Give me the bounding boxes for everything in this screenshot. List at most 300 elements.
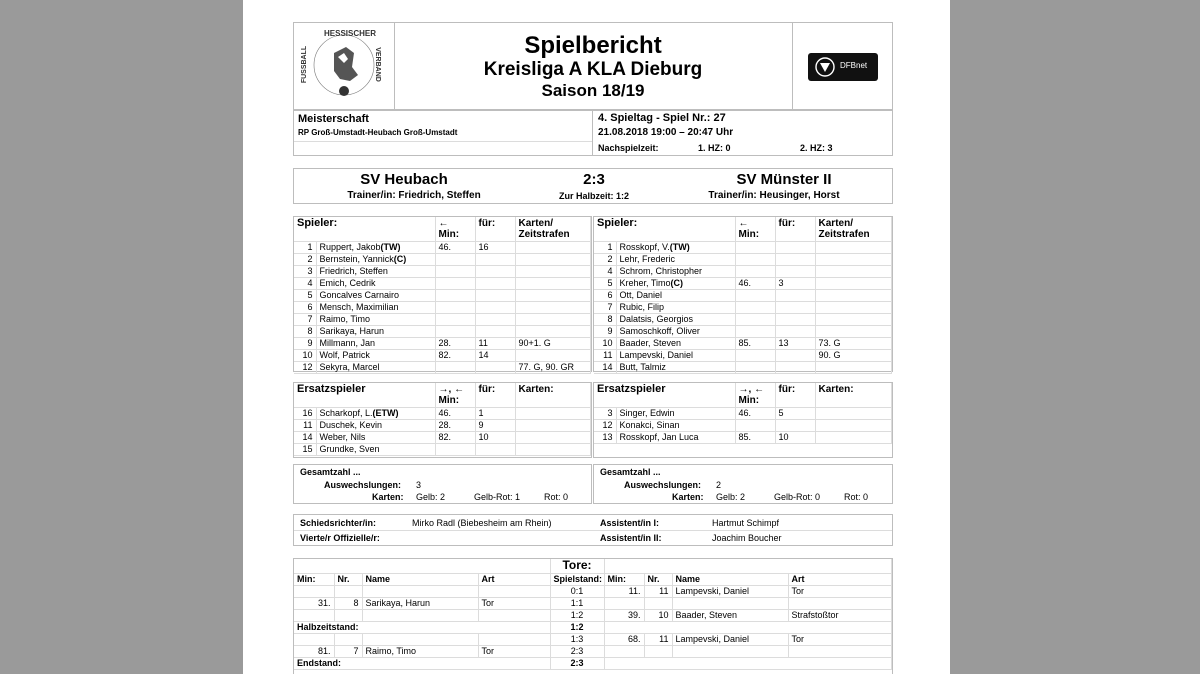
sub-minute <box>735 254 775 266</box>
player-name <box>316 326 435 338</box>
home-lineup <box>293 216 592 372</box>
goal-art-header: Art <box>788 573 892 585</box>
cards <box>515 444 590 456</box>
sub-minute <box>735 314 775 326</box>
competition: Meisterschaft <box>298 113 369 125</box>
player-number: 14 <box>594 362 616 374</box>
goal-minute: 81. <box>294 645 334 657</box>
min-header: →, ← Min: <box>735 383 775 408</box>
player-name-text: Konakci, Sinan <box>619 420 680 430</box>
player-row <box>594 278 892 290</box>
home-subs <box>293 382 592 458</box>
player-row <box>294 432 591 444</box>
player-name-text: Baader, Steven <box>619 338 682 348</box>
player-name-text: Sekyra, Marcel <box>319 362 380 372</box>
sub-for: 10 <box>475 432 515 444</box>
player-number: 2 <box>294 254 316 266</box>
player-name <box>616 432 735 444</box>
goal-type <box>478 585 550 597</box>
sub-minute <box>435 326 475 338</box>
player-name-text: Emich, Cedrik <box>319 278 376 288</box>
player-row <box>294 314 591 326</box>
goal-score-state: 1:1 <box>550 597 604 609</box>
matchday: 4. Spieltag - Spiel Nr.: 27 <box>598 112 726 124</box>
player-number: 6 <box>594 290 616 302</box>
goal-name-header: Name <box>672 573 788 585</box>
cards <box>515 290 590 302</box>
logo-text-right: VERBAND <box>373 47 381 82</box>
player-row <box>594 254 892 266</box>
sub-for <box>475 254 515 266</box>
extra-time-label: Nachspielzeit: <box>598 143 659 153</box>
player-name <box>316 290 435 302</box>
player-name <box>616 350 735 362</box>
home-subs-count: 3 <box>416 480 422 490</box>
player-number: 8 <box>594 314 616 326</box>
player-name <box>316 314 435 326</box>
goal-minute <box>294 609 334 621</box>
player-name <box>316 266 435 278</box>
cards <box>815 420 891 432</box>
sub-minute <box>435 290 475 302</box>
player-row <box>594 432 892 444</box>
total-label: Gesamtzahl ... <box>600 467 661 477</box>
player-name <box>616 338 735 350</box>
player-number: 9 <box>594 326 616 338</box>
title-area <box>394 23 792 109</box>
sub-for <box>475 266 515 278</box>
player-number: 3 <box>294 266 316 278</box>
player-number: 9 <box>294 338 316 350</box>
halftime-stand: 1:2 <box>550 621 604 633</box>
player-name <box>616 242 735 254</box>
match-datetime: 21.08.2018 19:00 – 20:47 Uhr <box>598 127 734 138</box>
sub-minute <box>735 350 775 362</box>
cards-label: Karten: <box>672 492 704 502</box>
sub-minute: 46. <box>435 242 475 254</box>
player-number: 10 <box>294 350 316 362</box>
player-number: 3 <box>594 408 616 420</box>
player-name <box>616 362 735 374</box>
player-number: 14 <box>294 432 316 444</box>
player-number: 2 <box>594 254 616 266</box>
away-yellow: Gelb: 2 <box>716 492 746 502</box>
goal-row <box>294 585 892 597</box>
player-number: 7 <box>294 314 316 326</box>
sub-minute: 85. <box>735 338 775 350</box>
min-header: →, ← Min: <box>435 383 475 408</box>
player-role-tag: (C) <box>670 278 684 288</box>
goal-type <box>478 633 550 645</box>
players-header: Spieler: <box>594 217 735 242</box>
player-name <box>616 326 735 338</box>
final-stand: 2:3 <box>550 657 604 669</box>
player-name-text: Lehr, Frederic <box>619 254 676 264</box>
player-name <box>616 290 735 302</box>
goal-player-number <box>334 585 362 597</box>
player-number: 16 <box>294 408 316 420</box>
player-name-text: Ott, Daniel <box>619 290 663 300</box>
report-page <box>243 0 950 674</box>
subs-header: Ersatzspieler <box>594 383 735 408</box>
player-name <box>316 302 435 314</box>
goal-scorer: Raimo, Timo <box>362 645 478 657</box>
dfb-crest-icon <box>814 56 836 78</box>
fuer-header: für: <box>475 217 515 242</box>
player-name <box>316 278 435 290</box>
cards <box>815 314 891 326</box>
player-row <box>594 290 892 302</box>
goals-table <box>294 559 892 670</box>
player-name-text: Scharkopf, L. <box>319 408 373 418</box>
assistant1-label: Assistent/in I: <box>600 518 660 528</box>
cards <box>515 350 590 362</box>
sub-minute: 46. <box>735 408 775 420</box>
fourth-official-label: Vierte/r Offizielle/r: <box>300 533 380 543</box>
sub-for <box>775 314 815 326</box>
halftime-score: Zur Halbzeit: 1:2 <box>558 191 629 201</box>
player-name <box>616 408 735 420</box>
player-number: 4 <box>594 266 616 278</box>
player-name-text: Rosskopf, Jan Luca <box>619 432 699 442</box>
sub-minute <box>435 302 475 314</box>
player-number: 12 <box>594 420 616 432</box>
subs-count-label: Auswechslungen: <box>624 480 702 490</box>
goal-row <box>294 645 892 657</box>
cards <box>815 362 891 374</box>
sub-minute <box>435 254 475 266</box>
player-number: 10 <box>594 338 616 350</box>
total-label: Gesamtzahl ... <box>300 467 361 477</box>
sub-for: 5 <box>775 408 815 420</box>
cards <box>515 420 590 432</box>
player-row <box>594 362 892 374</box>
sub-minute <box>735 326 775 338</box>
player-name-text: Sarikaya, Harun <box>319 326 385 336</box>
sub-minute <box>435 266 475 278</box>
cards: 73. G <box>815 338 891 350</box>
sub-for <box>475 314 515 326</box>
cards <box>515 302 590 314</box>
referee-name: Mirko Radl (Biebesheim am Rhein) <box>412 518 552 528</box>
away-lineup-table <box>594 217 892 374</box>
player-name-text: Millmann, Jan <box>319 338 376 348</box>
sub-minute <box>735 290 775 302</box>
player-role-tag: (TW) <box>380 242 401 252</box>
player-role-tag: (C) <box>393 254 407 264</box>
hfv-logo <box>294 23 395 109</box>
player-number: 8 <box>294 326 316 338</box>
sub-minute <box>435 362 475 374</box>
cards <box>515 242 590 254</box>
dfbnet-label: DFBnet <box>840 61 868 70</box>
sub-minute <box>735 362 775 374</box>
player-row <box>594 302 892 314</box>
sub-for: 11 <box>475 338 515 350</box>
extra-time-h1: 1. HZ: 0 <box>698 143 731 153</box>
goal-row <box>294 597 892 609</box>
player-name-text: Singer, Edwin <box>619 408 675 418</box>
cards-header: Karten: <box>515 383 590 408</box>
referee-label: Schiedsrichter/in: <box>300 518 377 528</box>
cards: 90. G <box>815 350 891 362</box>
cards <box>515 314 590 326</box>
season-name: Saison 18/19 <box>541 81 645 100</box>
cards <box>815 278 891 290</box>
player-row <box>594 266 892 278</box>
goal-row <box>294 609 892 621</box>
player-name <box>316 362 435 374</box>
cards <box>815 302 891 314</box>
away-red: Rot: 0 <box>844 492 869 502</box>
player-number: 5 <box>294 290 316 302</box>
away-team: SV Münster II <box>736 171 832 188</box>
goal-nr-header: Nr. <box>644 573 672 585</box>
logo-text-left: FUSSBALL <box>301 45 309 84</box>
player-row <box>594 338 892 350</box>
player-name-text: Butt, Talmiz <box>619 362 666 372</box>
player-number: 4 <box>294 278 316 290</box>
goal-player-number: 11 <box>644 633 672 645</box>
player-name-text: Bernstein, Yannick <box>319 254 394 264</box>
goal-name-header: Name <box>362 573 478 585</box>
sub-for <box>475 290 515 302</box>
cards: 77. G, 90. GR <box>515 362 590 374</box>
player-name <box>316 338 435 350</box>
goal-nr-header: Nr. <box>334 573 362 585</box>
sub-minute <box>735 420 775 432</box>
away-subs <box>593 382 893 458</box>
sub-for <box>775 242 815 254</box>
player-name-text: Raimo, Timo <box>319 314 371 324</box>
goal-stand-header: Spielstand: <box>550 573 604 585</box>
cards <box>515 326 590 338</box>
sub-for <box>475 444 515 456</box>
goal-scorer: Baader, Steven <box>672 609 788 621</box>
goal-minute <box>294 585 334 597</box>
cards <box>815 432 891 444</box>
home-totals <box>293 464 592 504</box>
player-role-tag: (ETW) <box>372 408 399 418</box>
goal-minute <box>294 633 334 645</box>
sub-minute <box>435 278 475 290</box>
player-row <box>294 350 591 362</box>
sub-for <box>775 362 815 374</box>
away-yellowred: Gelb-Rot: 0 <box>774 492 821 502</box>
player-number: 12 <box>294 362 316 374</box>
player-row <box>294 408 591 420</box>
subs-header: Ersatzspieler <box>294 383 435 408</box>
sub-minute <box>435 444 475 456</box>
dfbnet-logo <box>792 23 893 109</box>
goal-type <box>788 645 892 657</box>
player-name-text: Rosskopf, V. <box>619 242 670 252</box>
sub-minute <box>735 302 775 314</box>
report-title: Spielbericht <box>524 32 662 59</box>
sub-for <box>775 326 815 338</box>
cards-header: Karten: <box>815 383 891 408</box>
goal-player-number <box>334 633 362 645</box>
player-number: 1 <box>594 242 616 254</box>
goal-minute <box>604 645 644 657</box>
goal-type: Tor <box>478 645 550 657</box>
player-name-text: Ruppert, Jakob <box>319 242 381 252</box>
sub-minute: 46. <box>435 408 475 420</box>
player-name <box>316 242 435 254</box>
goal-scorer <box>362 609 478 621</box>
sub-minute: 28. <box>435 338 475 350</box>
player-name <box>616 266 735 278</box>
cards <box>515 254 590 266</box>
goal-player-number <box>644 645 672 657</box>
sub-for <box>475 326 515 338</box>
fuer-header: für: <box>775 217 815 242</box>
player-name-text: Mensch, Maximilian <box>319 302 399 312</box>
player-row <box>294 254 591 266</box>
away-coach: Trainer/in: Heusinger, Horst <box>708 190 840 201</box>
cards <box>515 266 590 278</box>
player-name-text: Rubic, Filip <box>619 302 665 312</box>
player-name-text: Lampevski, Daniel <box>619 350 694 360</box>
goal-min-header: Min: <box>604 573 644 585</box>
goal-minute: 39. <box>604 609 644 621</box>
player-row <box>594 408 892 420</box>
player-number: 13 <box>594 432 616 444</box>
sub-for: 9 <box>475 420 515 432</box>
goal-minute: 31. <box>294 597 334 609</box>
goal-minute: 68. <box>604 633 644 645</box>
player-name <box>316 408 435 420</box>
goal-scorer: Sarikaya, Harun <box>362 597 478 609</box>
sub-minute <box>735 266 775 278</box>
goal-art-header: Art <box>478 573 550 585</box>
player-row <box>294 338 591 350</box>
sub-for: 1 <box>475 408 515 420</box>
cards <box>815 326 891 338</box>
player-role-tag: (TW) <box>669 242 690 252</box>
home-red: Rot: 0 <box>544 492 569 502</box>
goal-player-number <box>644 597 672 609</box>
officials <box>293 514 893 546</box>
sub-for <box>775 420 815 432</box>
player-number: 1 <box>294 242 316 254</box>
min-header: ← Min: <box>735 217 775 242</box>
sub-minute: 28. <box>435 420 475 432</box>
player-row <box>294 242 591 254</box>
goal-minute <box>604 597 644 609</box>
player-name-text: Goncalves Carnairo <box>319 290 400 300</box>
min-header: ← Min: <box>435 217 475 242</box>
cards <box>515 432 590 444</box>
sub-for <box>775 350 815 362</box>
sub-minute: 82. <box>435 432 475 444</box>
goals-section <box>293 558 893 674</box>
sub-for: 16 <box>475 242 515 254</box>
player-number: 6 <box>294 302 316 314</box>
player-number: 15 <box>294 444 316 456</box>
player-row <box>294 290 591 302</box>
goal-type <box>478 609 550 621</box>
player-number: 7 <box>594 302 616 314</box>
player-name-text: Grundke, Sven <box>319 444 380 454</box>
player-name <box>316 350 435 362</box>
player-number: 5 <box>594 278 616 290</box>
player-name-text: Dalatsis, Georgios <box>619 314 694 324</box>
player-number: 11 <box>294 420 316 432</box>
player-row <box>294 362 591 374</box>
cards <box>815 266 891 278</box>
assistant2-name: Joachim Boucher <box>712 533 782 543</box>
home-yellow: Gelb: 2 <box>416 492 446 502</box>
goal-score-state: 2:3 <box>550 645 604 657</box>
extra-time-h2: 2. HZ: 3 <box>800 143 833 153</box>
league-name: Kreisliga A KLA Dieburg <box>483 59 703 80</box>
player-row <box>594 314 892 326</box>
goals-title: Tore: <box>550 559 604 573</box>
sub-for <box>775 254 815 266</box>
home-yellowred: Gelb-Rot: 1 <box>474 492 521 502</box>
away-lineup <box>593 216 893 372</box>
goal-type: Tor <box>788 585 892 597</box>
goal-player-number: 11 <box>644 585 672 597</box>
player-row <box>294 302 591 314</box>
score-box <box>293 168 893 204</box>
player-name <box>616 302 735 314</box>
player-row <box>294 278 591 290</box>
away-totals <box>593 464 893 504</box>
goal-type <box>788 597 892 609</box>
goal-type: Tor <box>478 597 550 609</box>
cards-header: Karten/ Zeitstrafen <box>515 217 590 242</box>
home-coach: Trainer/in: Friedrich, Steffen <box>347 190 481 201</box>
venue: RP Groß-Umstadt-Heubach Groß-Umstadt <box>298 128 458 137</box>
player-name-text: Kreher, Timo <box>619 278 671 288</box>
cards <box>515 278 590 290</box>
fuer-header: für: <box>475 383 515 408</box>
assistant2-label: Assistent/in II: <box>600 533 662 543</box>
player-name <box>316 444 435 456</box>
player-row <box>594 242 892 254</box>
home-team: SV Heubach <box>360 171 448 188</box>
cards <box>515 408 590 420</box>
assistant1-name: Hartmut Schimpf <box>712 518 780 528</box>
player-number: 11 <box>594 350 616 362</box>
report-header <box>293 22 893 110</box>
player-name-text: Weber, Nils <box>319 432 366 442</box>
player-name-text: Duschek, Kevin <box>319 420 383 430</box>
player-name <box>616 314 735 326</box>
goal-minute: 11. <box>604 585 644 597</box>
sub-minute <box>435 314 475 326</box>
goal-scorer <box>362 585 478 597</box>
sub-for: 14 <box>475 350 515 362</box>
sub-for <box>775 266 815 278</box>
sub-for <box>475 278 515 290</box>
sub-for <box>775 290 815 302</box>
goal-scorer: Lampevski, Daniel <box>672 585 788 597</box>
goal-score-state: 0:1 <box>550 585 604 597</box>
sub-for: 10 <box>775 432 815 444</box>
player-name <box>616 278 735 290</box>
sub-for: 13 <box>775 338 815 350</box>
goal-score-state: 1:3 <box>550 633 604 645</box>
player-row <box>594 420 892 432</box>
halftime-label: Halbzeitstand: <box>294 621 550 633</box>
player-name <box>616 254 735 266</box>
player-row <box>594 326 892 338</box>
sub-for <box>775 302 815 314</box>
player-row <box>294 420 591 432</box>
